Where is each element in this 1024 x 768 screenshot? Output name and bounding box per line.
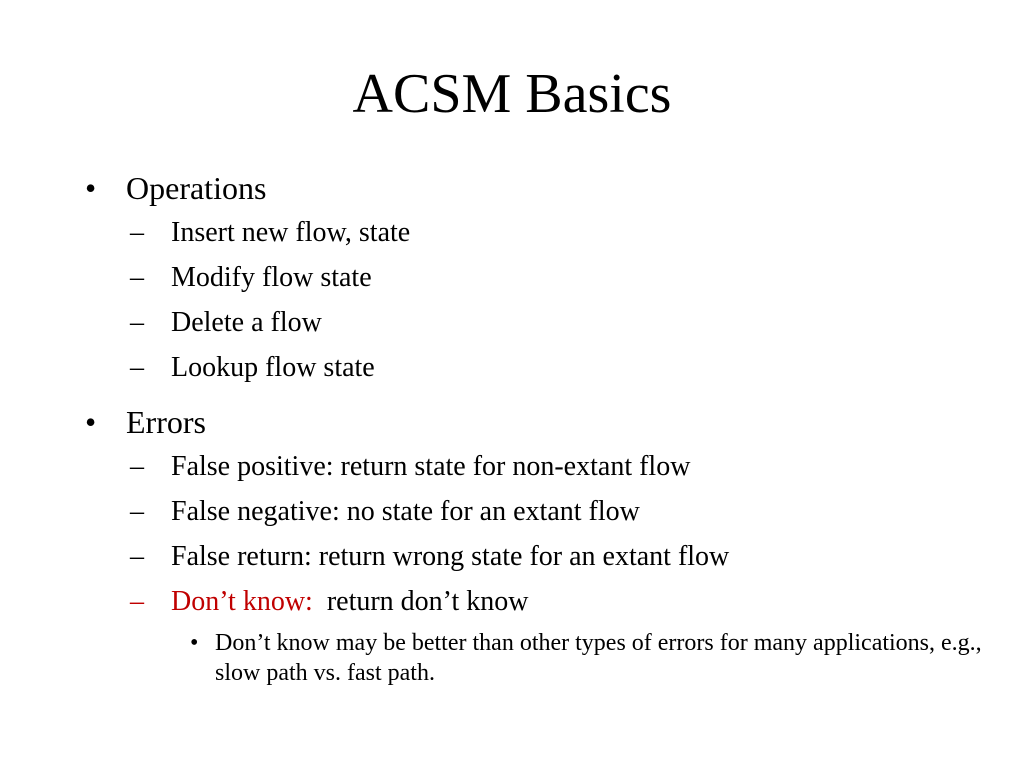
- bullet-errors: [85, 400, 985, 444]
- sub-item: [85, 255, 985, 300]
- bullet-operations: [85, 166, 985, 210]
- sub-sub-item: [85, 628, 985, 688]
- sub-item-text: False return: return wrong state for an extant flow: [171, 541, 730, 572]
- dash-marker: –: [130, 262, 144, 293]
- dont-know-text: return don’t know: [312, 586, 529, 617]
- bullet-heading: Operations: [126, 170, 267, 206]
- dash-marker: –: [130, 307, 144, 338]
- dash-marker: –: [130, 541, 144, 572]
- dash-marker: –: [130, 586, 144, 617]
- sub-item-dont-know: [85, 579, 985, 624]
- note-text: Don’t know may be better than other types of errors for many applications, e.g., slow path vs. fast path.: [215, 630, 982, 686]
- slide-content: [85, 166, 985, 688]
- dash-marker: –: [130, 217, 144, 248]
- sub-item: [85, 489, 985, 534]
- dash-marker: –: [130, 451, 144, 482]
- sub-item: [85, 300, 985, 345]
- dash-marker: –: [130, 496, 144, 527]
- sub-item-text: False positive: return state for non-extant flow: [171, 451, 691, 482]
- sub-item: [85, 534, 985, 579]
- dont-know-label: Don’t know:: [171, 586, 313, 617]
- slide-title: ACSM Basics: [352, 63, 672, 125]
- dash-marker: –: [130, 352, 144, 383]
- bullet-marker: •: [85, 170, 97, 206]
- sub-item: [85, 345, 985, 390]
- sub-item-text: Modify flow state: [171, 262, 372, 293]
- bullet-marker: •: [190, 630, 199, 656]
- sub-item-text: Insert new flow, state: [171, 217, 411, 248]
- sub-item-text: Delete a flow: [171, 307, 322, 338]
- bullet-marker: •: [85, 404, 97, 440]
- sub-item: [85, 444, 985, 489]
- sub-item-text: False negative: no state for an extant flow: [171, 496, 640, 527]
- bullet-heading: Errors: [126, 404, 206, 440]
- sub-item: [85, 210, 985, 255]
- sub-item-text: Lookup flow state: [171, 352, 375, 383]
